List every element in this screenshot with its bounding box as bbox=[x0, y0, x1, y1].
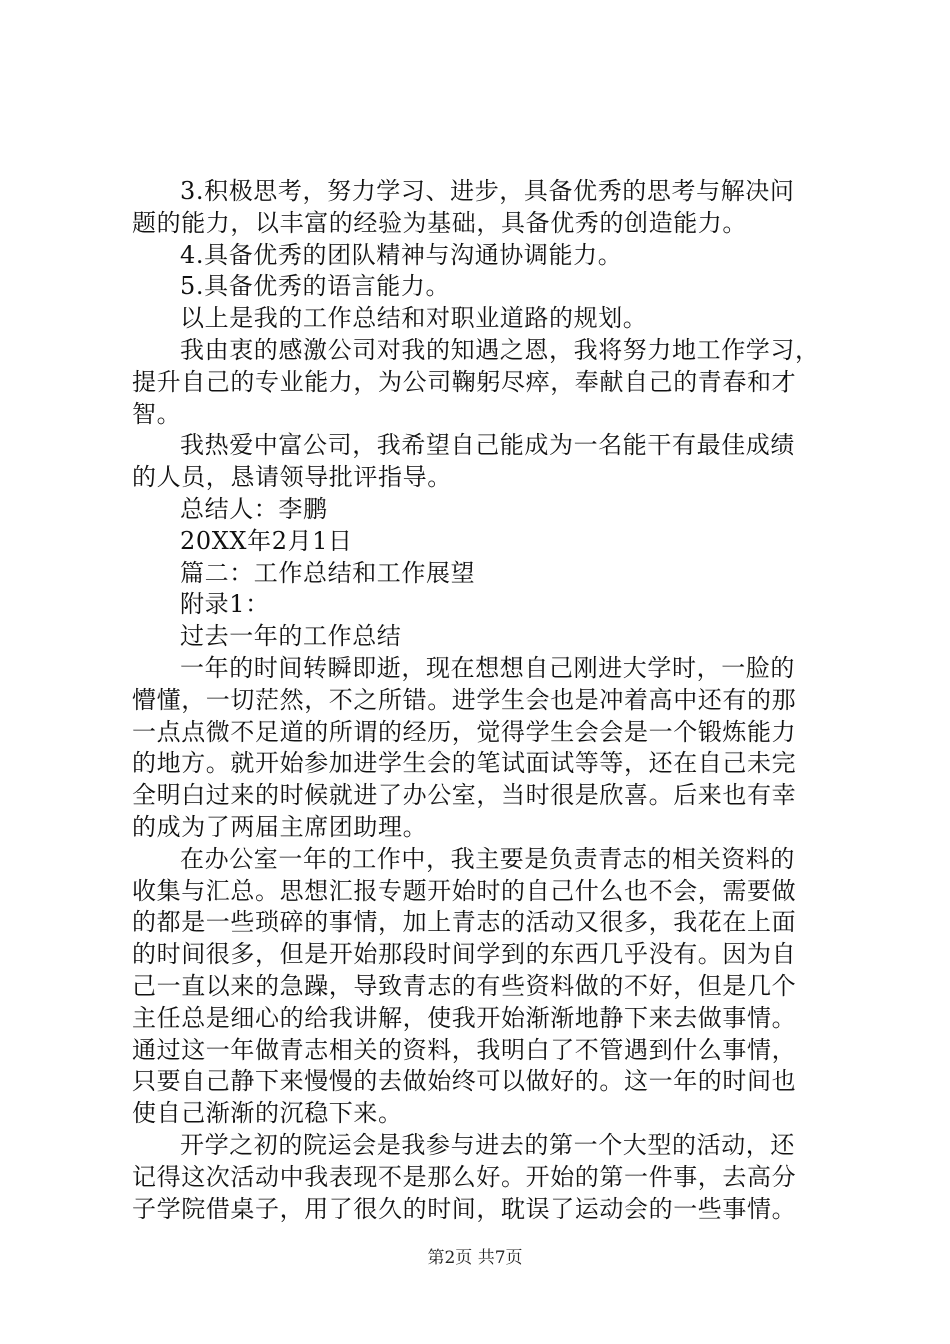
text-line: 以上是我的工作总结和对职业道路的规划。 bbox=[180, 304, 648, 333]
text-lines bbox=[132, 176, 847, 1225]
text-line: 20XX年2月1日 bbox=[180, 526, 353, 555]
text-line: 的人员，恳请领导批评指导。 bbox=[132, 463, 452, 492]
text-line: 一年的时间转瞬即逝，现在想想自己刚进大学时，一脸的 bbox=[180, 653, 795, 682]
text-line: 收集与汇总。思想汇报专题开始时的自己什么也不会，需要做 bbox=[132, 876, 797, 905]
text-line: 使自己渐渐的沉稳下来。 bbox=[132, 1099, 403, 1128]
text-line: 4.具备优秀的团队精神与沟通协调能力。 bbox=[180, 240, 623, 269]
document-body bbox=[132, 176, 847, 1225]
text-line: 5.具备优秀的语言能力。 bbox=[180, 272, 451, 301]
text-line: 记得这次活动中我表现不是那么好。开始的第一件事，去高分 bbox=[132, 1162, 797, 1191]
page-indicator: 第2页 共7页 bbox=[427, 1248, 523, 1268]
text-line: 篇二：工作总结和工作展望 bbox=[180, 558, 476, 587]
text-line: 的都是一些琐碎的事情，加上青志的活动又很多，我花在上面 bbox=[132, 908, 797, 937]
text-line: 主任总是细心的给我讲解，使我开始渐渐地静下来去做事情。 bbox=[132, 1003, 797, 1032]
page-footer bbox=[0, 1243, 950, 1268]
text-line: 在办公室一年的工作中，我主要是负责青志的相关资料的 bbox=[180, 844, 795, 873]
text-line: 子学院借桌子，用了很久的时间，耽误了运动会的一些事情。 bbox=[132, 1194, 797, 1223]
text-line: 附录1： bbox=[180, 590, 270, 619]
text-line: 3.积极思考，努力学习、进步，具备优秀的思考与解决问 bbox=[180, 177, 795, 205]
text-line: 懵懂，一切茫然，不之所错。进学生会也是冲着高中还有的那 bbox=[132, 685, 797, 714]
text-line: 开学之初的院运会是我参与进去的第一个大型的活动，还 bbox=[180, 1130, 795, 1159]
text-line: 我由衷的感激公司对我的知遇之恩，我将努力地工作学习， bbox=[180, 335, 820, 364]
text-line: 的地方。就开始参加进学生会的笔试面试等等，还在自己未完 bbox=[132, 749, 797, 778]
text-line: 只要自己静下来慢慢的去做始终可以做好的。这一年的时间也 bbox=[132, 1067, 797, 1096]
text-line: 的时间很多，但是开始那段时间学到的东西几乎没有。因为自 bbox=[132, 940, 797, 969]
text-line: 通过这一年做青志相关的资料，我明白了不管遇到什么事情， bbox=[132, 1035, 797, 1064]
text-line: 己一直以来的急躁，导致青志的有些资料做的不好，但是几个 bbox=[132, 971, 797, 1000]
text-line: 提升自己的专业能力，为公司鞠躬尽瘁，奉献自己的青春和才 bbox=[132, 367, 797, 396]
text-line: 智。 bbox=[132, 399, 182, 428]
text-line: 一点点微不足道的所谓的经历，觉得学生会会是一个锻炼能力 bbox=[132, 717, 797, 746]
text-line: 题的能力，以丰富的经验为基础，具备优秀的创造能力。 bbox=[132, 208, 747, 237]
text-line: 我热爱中富公司，我希望自己能成为一名能干有最佳成绩 bbox=[180, 431, 795, 460]
text-line: 的成为了两届主席团助理。 bbox=[132, 812, 428, 841]
text-line: 全明白过来的时候就进了办公室，当时很是欣喜。后来也有幸 bbox=[132, 781, 797, 810]
text-line: 总结人：李鹏 bbox=[180, 494, 328, 523]
text-line: 过去一年的工作总结 bbox=[180, 622, 402, 651]
